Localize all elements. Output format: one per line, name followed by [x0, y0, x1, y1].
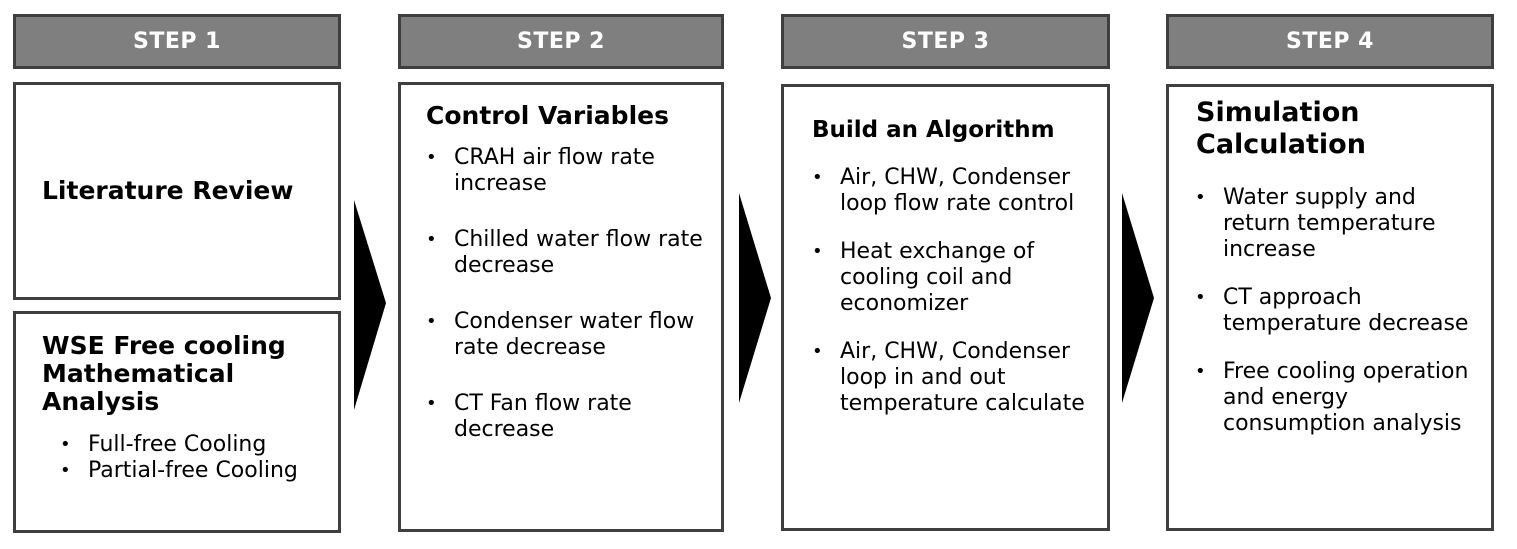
list-item: • Air, CHW, Condenser loop flow rate control [840, 165, 1090, 217]
control-variables-list [454, 145, 704, 443]
build-algorithm-title: Build an Algorithm [812, 117, 1055, 143]
list-item: • CT Fan flow rate decrease [454, 391, 704, 443]
arrow-right-icon [1118, 190, 1158, 410]
step2-header: STEP 2 [398, 14, 724, 69]
list-item: • Heat exchange of cooling coil and economizer [840, 239, 1090, 317]
list-item: • Free cooling operation and energy consumption analysis [1223, 359, 1473, 437]
arrow-right-icon [735, 190, 775, 410]
step1-header: STEP 1 [13, 14, 341, 69]
list-item: • CRAH air flow rate increase [454, 145, 704, 197]
list-item: • Air, CHW, Condenser loop in and out temperature calculate [840, 339, 1090, 417]
build-algorithm-box [781, 84, 1110, 531]
step3-header: STEP 3 [781, 14, 1110, 69]
wse-analysis-box [13, 311, 341, 533]
literature-review-title: Literature Review [42, 176, 294, 205]
step4-header: STEP 4 [1166, 14, 1494, 69]
wse-analysis-list [88, 432, 328, 484]
list-item: • CT approach temperature decrease [1223, 285, 1473, 337]
wse-analysis-title: WSE Free cooling Mathematical Analysis [42, 331, 286, 416]
list-item: • Chilled water flow rate decrease [454, 227, 704, 279]
control-variables-box [398, 82, 724, 532]
arrow-right-icon [350, 195, 390, 415]
list-item: • Water supply and return temperature increase [1223, 185, 1473, 263]
simulation-calculation-box [1166, 84, 1494, 531]
control-variables-title: Control Variables [426, 101, 669, 130]
build-algorithm-list [840, 165, 1090, 417]
list-item: • Partial-free Cooling [88, 458, 328, 484]
list-item: • Full-free Cooling [88, 432, 328, 458]
list-item: • Condenser water flow rate decrease [454, 309, 704, 361]
literature-review-box [13, 82, 341, 300]
simulation-calculation-title: Simulation Calculation [1196, 97, 1366, 160]
simulation-calculation-list [1223, 185, 1473, 437]
